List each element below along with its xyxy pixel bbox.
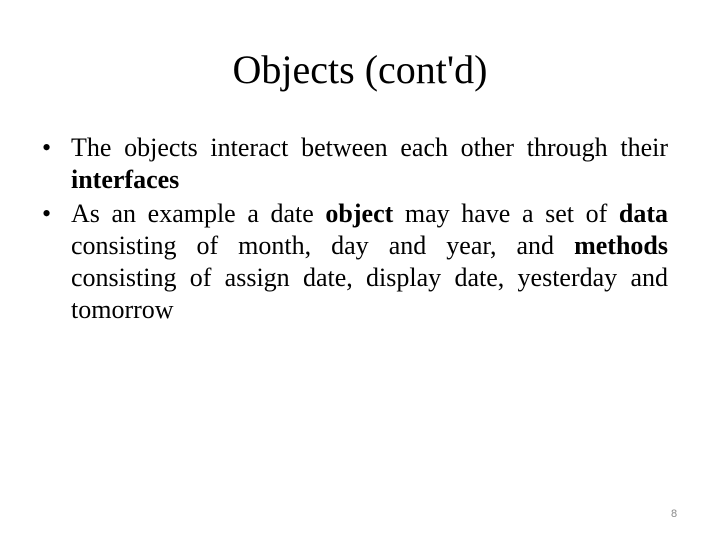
bullet-text: The objects interact between each other through their (71, 133, 668, 162)
bullet-text-bold: interfaces (71, 165, 180, 194)
bullet-list (42, 132, 668, 328)
bullet-item-date-object (42, 198, 668, 326)
page-number: 8 (670, 508, 678, 520)
bullet-text: As an example a date (71, 199, 326, 228)
bullet-text: consisting of month, day and year, and (71, 231, 575, 260)
bullet-icon: • (42, 133, 52, 162)
bullet-icon: • (42, 199, 52, 228)
bullet-text-bold: data (618, 199, 668, 228)
bullet-text: may have a set of (393, 199, 619, 228)
bullet-text: consisting of assign date, display date, yesterday and tomorrow (71, 263, 668, 324)
bullet-text-bold: object (325, 199, 394, 228)
slide-title: Objects (cont'd) (232, 47, 488, 92)
bullet-item-interfaces (42, 132, 668, 196)
bullet-text-bold: methods (574, 231, 668, 260)
